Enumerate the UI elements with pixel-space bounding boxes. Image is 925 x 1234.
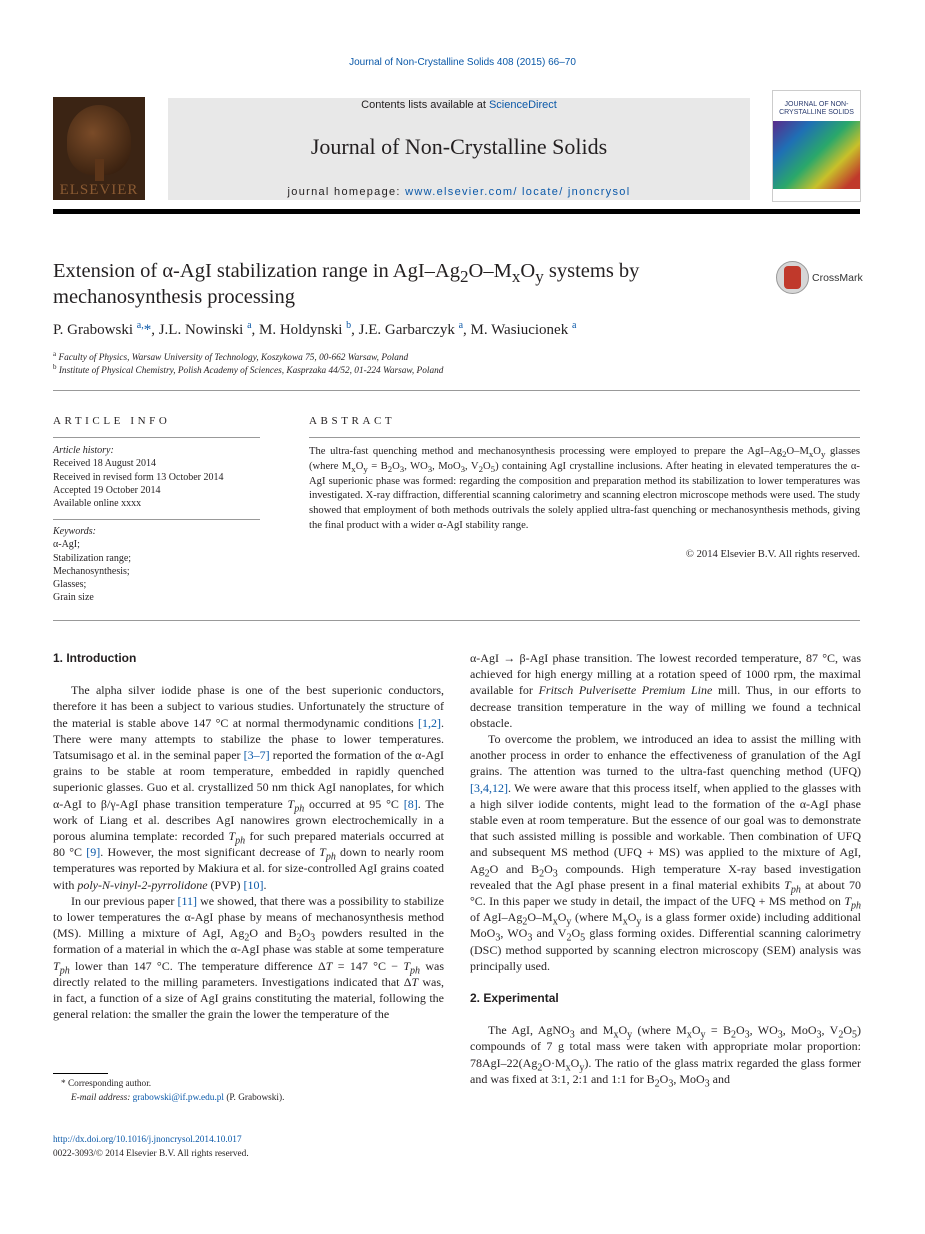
- history-item: Received in revised form 13 October 2014: [53, 471, 224, 483]
- article-history: [53, 444, 260, 510]
- contents-prefix: Contents lists available at: [361, 99, 489, 111]
- left-column: [53, 650, 444, 1022]
- experimental-heading: 2. Experimental: [470, 991, 559, 1006]
- footnote-rule: [53, 1073, 108, 1074]
- email-suffix: (P. Grabowski).: [224, 1092, 285, 1103]
- abstract-heading: ABSTRACT: [309, 415, 396, 427]
- paragraph: In our previous paper [11] we showed, that there was a possibility to stabilize to lower temperatures the α-AgI phase by means of mechanosynthesis method (MS). Milling a mixture of AgI, $Ag_2O$ and $B_2O_3$ powders resulted in the formation of a material in which the α-AgI phase was stable at some temperature $T_{ph}$ lower than 147 °C. The temperature difference ΔT = 147 $^\circ C - T_{ph}$ was directly related to the milling parameters. Investigations indicated that ΔT was, in fact, a function of a size of AgI grains constituting the material, following the general relation: the smaller the grain the lower the temperature of the: [53, 893, 445, 1022]
- email-link[interactable]: grabowski@if.pw.edu.pl: [132, 1092, 224, 1103]
- article-info-heading: ARTICLE INFO: [53, 415, 171, 427]
- contents-line: [168, 99, 750, 111]
- journal-cover-image[interactable]: [772, 90, 861, 202]
- journal-reference[interactable]: Journal of Non-Crystalline Solids 408 (2015) 66–70: [349, 57, 576, 68]
- crossmark-badge[interactable]: [776, 261, 861, 294]
- doi-link[interactable]: http://dx.doi.org/10.1016/j.jnoncrysol.2014.10.017: [53, 1135, 242, 1145]
- affiliation-text: Institute of Physical Chemistry, Polish Academy of Sciences, Kasprzaka 44/52, 01-224 Warsaw, Poland: [58, 366, 444, 376]
- homepage-prefix: journal homepage:: [287, 186, 406, 198]
- divider: [53, 390, 860, 391]
- history-item: Available online xxxx: [53, 498, 142, 510]
- history-heading: Article history:: [53, 445, 114, 456]
- right-column: [470, 650, 862, 1090]
- keywords-divider: [53, 519, 260, 520]
- journal-homepage: [168, 186, 750, 198]
- abstract-divider: [309, 437, 860, 438]
- tree-trunk-icon: [95, 159, 104, 181]
- cover-title: JOURNAL OF NON-CRYSTALLINE SOLIDS: [779, 101, 854, 116]
- keywords: [53, 525, 260, 605]
- elsevier-logo[interactable]: [53, 97, 145, 200]
- keywords-heading: Keywords:: [53, 526, 96, 537]
- affiliation-mark: a: [53, 349, 57, 358]
- affiliation-mark: b: [53, 362, 57, 371]
- issn-line: 0022-3093/© 2014 Elsevier B.V. All rights reserved.: [53, 1148, 249, 1159]
- keyword: Glasses;: [53, 579, 87, 591]
- paragraph: To overcome the problem, we introduced an idea to assist the milling with another process in order to enhance the effectiveness of granulation of the AgI grains. The attention was turned to the ultra-fast quenching method (UFQ) [3,4,12]. We were aware that this process itself, when applied to the glasses with a high silver iodide contents, might lead to the formation of the α-AgI phase stable even at room temperature. But the essence of our goal was to demonstrate that such assisted milling is possible and workable. Then combination of UFQ and subsequent MS method (UFQ + MS) was applied to the mixture of AgI, $Ag_2O$ and $B_2O_3$ compounds. High temperature X-ray based investigation revealed that the AgI phase present in a final material exhibits $T_{ph}$ at about 70 °C. In this paper we study in detail, the impact of the UFQ + MS method on $T_{ph}$ of AgI–$Ag_2O-M_xO_y$ (where $M_xO_y$ is a glass former oxide) including additional MoO$_3$, $WO_3$ and $V_2O_5$ glass forming oxides. Differential scanning calorimetry (DSC) method supported by scanning electron microscopy (SEM) analysis was principally used.: [470, 732, 862, 973]
- crossmark-icon: [776, 261, 809, 294]
- paragraph: The alpha silver iodide phase is one of the best superionic conductors, therefore it has been a subject to various studies. Unfortunately the structure of the material is stable above 147 °C at normal thermodynamic conditions [1,2]. There were many attempts to stabilize the phase to lower temperatures. Tatsumisago et al. in the seminal paper [3–7] reported the formation of the α-AgI grains to be stable at room temperature, embedded in rapidly quenched superionic glasses. Guo et al. crystallized 50 nm thick AgI nanoplates, for which α-AgI to β/γ-AgI phase transition temperature $T_{ph}$ occurred at 95 °C [8]. The work of Liang et al. describes AgI nanowires grown electrochemically in a porous alumina template: recorded $T_{ph}$ for such prepared materials occurred at 80 °C [9]. However, the most significant decrease of $T_{ph}$ down to nearly room temperatures was reported by Makiura et al. for size-controlled AgI grains coated with poly-N-vinyl-2-pyrrolidone (PVP) [10].: [53, 683, 444, 892]
- keyword: Stabilization range;: [53, 552, 132, 564]
- keyword: Grain size: [53, 592, 94, 604]
- abstract-copyright: © 2014 Elsevier B.V. All rights reserved.: [685, 549, 860, 560]
- homepage-link[interactable]: www.elsevier.com/ locate/ jnoncrysol: [405, 186, 631, 198]
- keyword: Mechanosynthesis;: [53, 565, 130, 577]
- affiliation-text: Faculty of Physics, Warsaw University of Technology, Koszykowa 75, 00-662 Warsaw, Poland: [58, 353, 409, 363]
- footnotes: [53, 1078, 444, 1105]
- history-item: Received 18 August 2014: [53, 458, 157, 470]
- affiliation-a: [53, 349, 860, 363]
- crossmark-label: CrossMark: [812, 272, 863, 284]
- email-line: [53, 1092, 444, 1106]
- doi-block: [53, 1134, 444, 1161]
- info-divider: [53, 437, 260, 438]
- introduction-heading: 1. Introduction: [53, 651, 137, 665]
- author-list[interactable]: P. Grabowski $^{a,}$*, J.L. Nowinski $^a$, M. Holdynski $^b$, J.E. Garbarczyk $^a$, M. Wasiucionek $^a$: [53, 320, 577, 338]
- paragraph: The AgI, AgNO$_3$ and $M_xO_y$ (where $M_xO_y = B_2O_3$, $WO_3$, MoO$_3$, $V_2O_5$) compounds of 7 g total mass were taken with appropriate molar proportion: $78AgI-22(Ag_2O\cdot M_xO_y)$. The ratio of the glass matrix regarded the glass former and was fixed at 3:1, 2:1 and 1:1 for $B_2O_3$, MoO$_3$ and: [470, 1023, 861, 1090]
- keyword: α-AgI;: [53, 539, 80, 551]
- header-rule: [53, 209, 860, 214]
- publisher-name: ELSEVIER: [59, 182, 139, 198]
- corresponding-author: * Corresponding author.: [61, 1079, 152, 1089]
- divider: [53, 620, 860, 621]
- email-label: E-mail address:: [71, 1092, 133, 1103]
- affiliation-b: [53, 362, 860, 376]
- article-title: Extension of α-AgI stabilization range in AgI–$Ag_2O-M_xO_y$ systems by mechanosynthesis processing: [53, 260, 640, 308]
- history-item: Accepted 19 October 2014: [53, 484, 161, 496]
- paragraph: α-AgI → β-AgI phase transition. The lowest recorded temperature, 87 °C, was achieved for high energy milling at a rotation speed of 1000 rpm, the maximal available for Fritsch Pulverisette Premium Line mill. Thus, in our efforts to decrease transition temperature in the way of milling we found a technical obstacle.: [470, 651, 861, 730]
- journal-title: Journal of Non-Crystalline Solids: [310, 134, 608, 159]
- abstract-text: The ultra-fast quenching method and mechanosynthesis processing were employed to prepare the AgI–$Ag_2O-M_xO_y$ glasses (where $M_xO_y = B_2O_3$, $WO_3$, MoO$_3$, $V_2O_5$) containing AgI crystalline inclusions. After heating in elevated temperatures the α-AgI superionic phase was formed: regarding the composition and preparation method its stabilization to lower temperatures was investigated. X-ray diffraction, differential scanning calorimetry and scanning electron microscope methods were used. The study showed that employment of both methods outrivals the solely applied ultra-fast quenching or mechanosynthesis methods, giving the final product with a wider α-AgI stability range.: [309, 446, 860, 531]
- cover-art: [773, 121, 860, 189]
- sciencedirect-link[interactable]: ScienceDirect: [488, 99, 557, 111]
